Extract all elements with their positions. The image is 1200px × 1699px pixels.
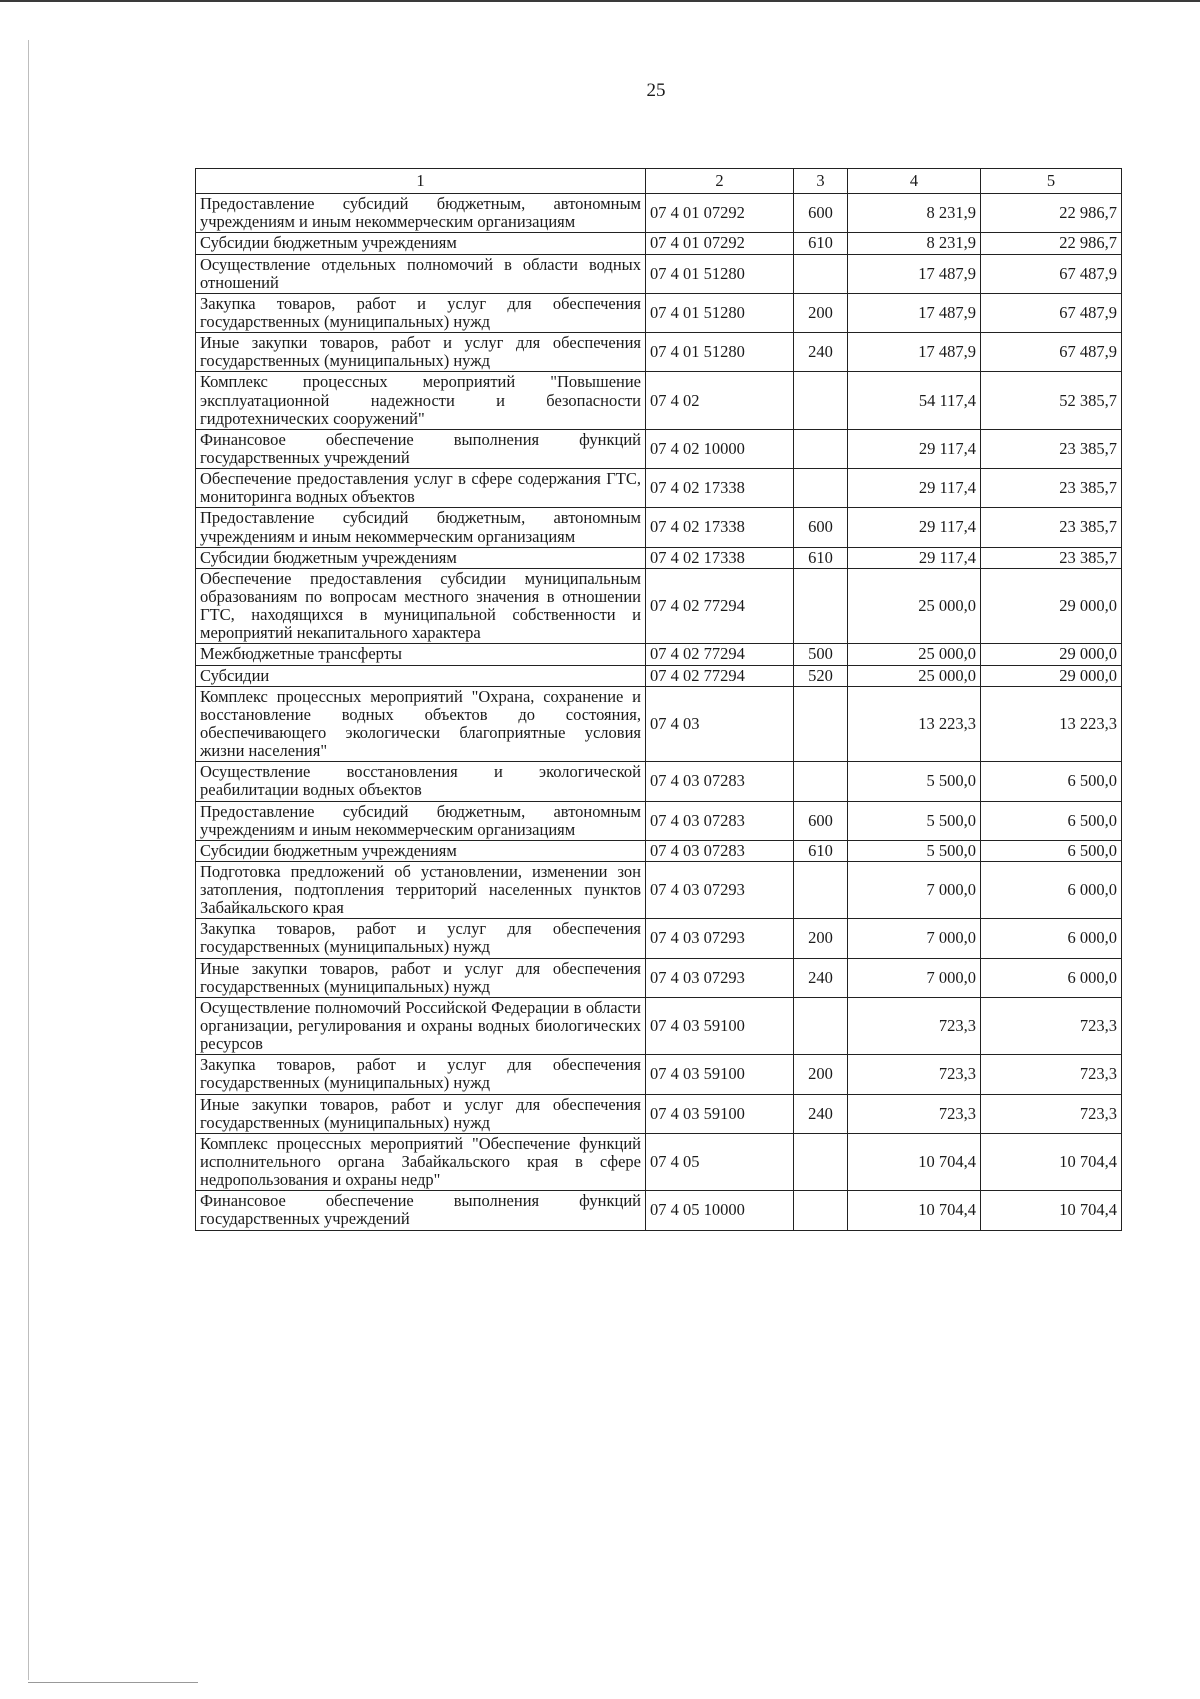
- table-row: [196, 547, 1122, 568]
- row-type-cell: 240: [794, 958, 848, 997]
- table-row: [196, 254, 1122, 293]
- row-value-col4-cell: 723,3: [848, 997, 981, 1054]
- table-row: [196, 1133, 1122, 1190]
- row-name-cell: Предоставление субсидий бюджетным, автономным учреждениям и иным некоммерческим организациям: [196, 194, 646, 233]
- row-type-cell: 500: [794, 644, 848, 665]
- row-code-cell: 07 4 02 77294: [646, 568, 794, 644]
- row-type-cell: [794, 762, 848, 801]
- row-value-col4-cell: 7 000,0: [848, 958, 981, 997]
- row-value-col4-cell: 13 223,3: [848, 686, 981, 762]
- row-name-cell: Комплекс процессных мероприятий "Повышение эксплуатационной надежности и безопасности гидротехнических сооружений": [196, 372, 646, 429]
- row-code-cell: 07 4 03 59100: [646, 1055, 794, 1094]
- table-row: [196, 919, 1122, 958]
- row-code-cell: 07 4 05 10000: [646, 1191, 794, 1230]
- row-type-cell: 240: [794, 333, 848, 372]
- row-value-col4-cell: 25 000,0: [848, 665, 981, 686]
- scan-edge-left: [28, 40, 29, 1680]
- row-type-cell: [794, 429, 848, 468]
- row-value-col4-cell: 54 117,4: [848, 372, 981, 429]
- row-code-cell: 07 4 03 07293: [646, 861, 794, 918]
- row-value-col5-cell: 13 223,3: [981, 686, 1122, 762]
- row-value-col4-cell: 8 231,9: [848, 194, 981, 233]
- row-value-col4-cell: 10 704,4: [848, 1133, 981, 1190]
- table-row: [196, 1191, 1122, 1230]
- column-header: 4: [848, 169, 981, 194]
- row-value-col5-cell: 23 385,7: [981, 508, 1122, 547]
- table-row: [196, 686, 1122, 762]
- row-value-col5-cell: 22 986,7: [981, 194, 1122, 233]
- row-name-cell: Субсидии бюджетным учреждениям: [196, 547, 646, 568]
- table-row: [196, 372, 1122, 429]
- row-value-col5-cell: 723,3: [981, 997, 1122, 1054]
- row-type-cell: 610: [794, 840, 848, 861]
- row-code-cell: 07 4 03 07293: [646, 958, 794, 997]
- row-code-cell: 07 4 02 17338: [646, 508, 794, 547]
- table-row: [196, 293, 1122, 332]
- row-type-cell: 200: [794, 293, 848, 332]
- row-code-cell: 07 4 02: [646, 372, 794, 429]
- row-code-cell: 07 4 03 59100: [646, 997, 794, 1054]
- row-name-cell: Субсидии бюджетным учреждениям: [196, 233, 646, 254]
- row-code-cell: 07 4 03 59100: [646, 1094, 794, 1133]
- row-value-col5-cell: 67 487,9: [981, 254, 1122, 293]
- row-code-cell: 07 4 03 07283: [646, 840, 794, 861]
- row-value-col5-cell: 23 385,7: [981, 547, 1122, 568]
- row-value-col4-cell: 29 117,4: [848, 469, 981, 508]
- table-row: [196, 762, 1122, 801]
- row-name-cell: Осуществление полномочий Российской Федерации в области организации, регулирования и охраны водных биологических ресурсов: [196, 997, 646, 1054]
- row-value-col5-cell: 6 000,0: [981, 958, 1122, 997]
- row-value-col5-cell: 6 500,0: [981, 762, 1122, 801]
- row-name-cell: Осуществление отдельных полномочий в области водных отношений: [196, 254, 646, 293]
- row-name-cell: Подготовка предложений об установлении, изменении зон затопления, подтопления территорий населенных пунктов Забайкальского края: [196, 861, 646, 918]
- row-value-col5-cell: 23 385,7: [981, 469, 1122, 508]
- table-row: [196, 958, 1122, 997]
- row-value-col4-cell: 29 117,4: [848, 547, 981, 568]
- row-name-cell: Субсидии: [196, 665, 646, 686]
- row-code-cell: 07 4 03 07283: [646, 801, 794, 840]
- page-number: 25: [646, 80, 666, 101]
- row-code-cell: 07 4 03 07283: [646, 762, 794, 801]
- row-value-col4-cell: 723,3: [848, 1055, 981, 1094]
- row-value-col5-cell: 10 704,4: [981, 1191, 1122, 1230]
- row-type-cell: 200: [794, 919, 848, 958]
- row-name-cell: Комплекс процессных мероприятий "Обеспечение функций исполнительного органа Забайкальского края в сфере недропользования и охраны недр": [196, 1133, 646, 1190]
- row-value-col5-cell: 10 704,4: [981, 1133, 1122, 1190]
- row-name-cell: Предоставление субсидий бюджетным, автономным учреждениям и иным некоммерческим организациям: [196, 508, 646, 547]
- row-name-cell: Обеспечение предоставления субсидии муниципальным образованиям по вопросам местного значения в отношении ГТС, находящихся в муниципальной собственности и мероприятий некапитального характера: [196, 568, 646, 644]
- row-value-col4-cell: 17 487,9: [848, 333, 981, 372]
- row-type-cell: 600: [794, 801, 848, 840]
- row-name-cell: Закупка товаров, работ и услуг для обеспечения государственных (муниципальных) нужд: [196, 1055, 646, 1094]
- table-row: [196, 508, 1122, 547]
- row-type-cell: 600: [794, 194, 848, 233]
- row-value-col5-cell: 22 986,7: [981, 233, 1122, 254]
- budget-table: [195, 168, 1122, 1231]
- row-value-col4-cell: 29 117,4: [848, 508, 981, 547]
- row-value-col5-cell: 6 000,0: [981, 919, 1122, 958]
- table-row: [196, 861, 1122, 918]
- row-type-cell: 600: [794, 508, 848, 547]
- header-row: [196, 169, 1122, 194]
- column-header: 1: [196, 169, 646, 194]
- row-value-col4-cell: 29 117,4: [848, 429, 981, 468]
- row-type-cell: [794, 861, 848, 918]
- row-name-cell: Финансовое обеспечение выполнения функций государственных учреждений: [196, 429, 646, 468]
- table-row: [196, 801, 1122, 840]
- table-row: [196, 665, 1122, 686]
- row-value-col5-cell: 67 487,9: [981, 333, 1122, 372]
- row-value-col4-cell: 17 487,9: [848, 293, 981, 332]
- row-name-cell: Осуществление восстановления и экологической реабилитации водных объектов: [196, 762, 646, 801]
- row-type-cell: 610: [794, 233, 848, 254]
- row-value-col4-cell: 5 500,0: [848, 801, 981, 840]
- row-value-col5-cell: 6 500,0: [981, 801, 1122, 840]
- column-header: 5: [981, 169, 1122, 194]
- row-value-col4-cell: 25 000,0: [848, 644, 981, 665]
- row-value-col4-cell: 723,3: [848, 1094, 981, 1133]
- row-type-cell: [794, 997, 848, 1054]
- row-code-cell: 07 4 03 07293: [646, 919, 794, 958]
- row-value-col4-cell: 7 000,0: [848, 919, 981, 958]
- table-row: [196, 644, 1122, 665]
- row-name-cell: Обеспечение предоставления услуг в сфере содержания ГТС, мониторинга водных объектов: [196, 469, 646, 508]
- row-value-col5-cell: 6 000,0: [981, 861, 1122, 918]
- row-value-col5-cell: 29 000,0: [981, 568, 1122, 644]
- table-row: [196, 840, 1122, 861]
- row-value-col4-cell: 10 704,4: [848, 1191, 981, 1230]
- row-value-col5-cell: 67 487,9: [981, 293, 1122, 332]
- row-code-cell: 07 4 03: [646, 686, 794, 762]
- row-value-col4-cell: 5 500,0: [848, 762, 981, 801]
- row-type-cell: [794, 1133, 848, 1190]
- row-code-cell: 07 4 05: [646, 1133, 794, 1190]
- row-type-cell: [794, 469, 848, 508]
- row-name-cell: Иные закупки товаров, работ и услуг для обеспечения государственных (муниципальных) нужд: [196, 1094, 646, 1133]
- row-code-cell: 07 4 01 07292: [646, 233, 794, 254]
- row-value-col5-cell: 723,3: [981, 1055, 1122, 1094]
- table-row: [196, 333, 1122, 372]
- row-value-col4-cell: 7 000,0: [848, 861, 981, 918]
- row-type-cell: 240: [794, 1094, 848, 1133]
- row-type-cell: [794, 372, 848, 429]
- row-value-col5-cell: 23 385,7: [981, 429, 1122, 468]
- row-value-col4-cell: 17 487,9: [848, 254, 981, 293]
- row-name-cell: Иные закупки товаров, работ и услуг для обеспечения государственных (муниципальных) нужд: [196, 333, 646, 372]
- table-row: [196, 568, 1122, 644]
- row-name-cell: Межбюджетные трансферты: [196, 644, 646, 665]
- row-code-cell: 07 4 01 51280: [646, 254, 794, 293]
- row-name-cell: Закупка товаров, работ и услуг для обеспечения государственных (муниципальных) нужд: [196, 919, 646, 958]
- row-type-cell: 520: [794, 665, 848, 686]
- row-code-cell: 07 4 01 51280: [646, 293, 794, 332]
- row-code-cell: 07 4 02 77294: [646, 665, 794, 686]
- row-name-cell: Иные закупки товаров, работ и услуг для обеспечения государственных (муниципальных) нужд: [196, 958, 646, 997]
- row-code-cell: 07 4 02 77294: [646, 644, 794, 665]
- row-value-col5-cell: 29 000,0: [981, 665, 1122, 686]
- row-value-col5-cell: 6 500,0: [981, 840, 1122, 861]
- row-name-cell: Комплекс процессных мероприятий "Охрана, сохранение и восстановление водных объектов до состояния, обеспечивающего экологически благоприятные условия жизни населения": [196, 686, 646, 762]
- row-name-cell: Субсидии бюджетным учреждениям: [196, 840, 646, 861]
- table-row: [196, 1094, 1122, 1133]
- row-type-cell: [794, 1191, 848, 1230]
- row-type-cell: 610: [794, 547, 848, 568]
- table-row: [196, 469, 1122, 508]
- table-row: [196, 997, 1122, 1054]
- row-type-cell: [794, 686, 848, 762]
- scan-edge-bottom: [28, 1682, 198, 1683]
- row-name-cell: Предоставление субсидий бюджетным, автономным учреждениям и иным некоммерческим организациям: [196, 801, 646, 840]
- row-value-col5-cell: 52 385,7: [981, 372, 1122, 429]
- column-header: 2: [646, 169, 794, 194]
- row-code-cell: 07 4 02 10000: [646, 429, 794, 468]
- table-row: [196, 233, 1122, 254]
- row-type-cell: 200: [794, 1055, 848, 1094]
- row-value-col4-cell: 5 500,0: [848, 840, 981, 861]
- row-value-col5-cell: 29 000,0: [981, 644, 1122, 665]
- row-value-col4-cell: 25 000,0: [848, 568, 981, 644]
- row-type-cell: [794, 254, 848, 293]
- column-header: 3: [794, 169, 848, 194]
- table-row: [196, 1055, 1122, 1094]
- row-code-cell: 07 4 01 07292: [646, 194, 794, 233]
- row-code-cell: 07 4 02 17338: [646, 469, 794, 508]
- table-row: [196, 429, 1122, 468]
- row-code-cell: 07 4 01 51280: [646, 333, 794, 372]
- row-value-col5-cell: 723,3: [981, 1094, 1122, 1133]
- row-name-cell: Финансовое обеспечение выполнения функций государственных учреждений: [196, 1191, 646, 1230]
- row-code-cell: 07 4 02 17338: [646, 547, 794, 568]
- row-name-cell: Закупка товаров, работ и услуг для обеспечения государственных (муниципальных) нужд: [196, 293, 646, 332]
- table-row: [196, 194, 1122, 233]
- scan-edge-top: [0, 0, 1200, 2]
- row-type-cell: [794, 568, 848, 644]
- row-value-col4-cell: 8 231,9: [848, 233, 981, 254]
